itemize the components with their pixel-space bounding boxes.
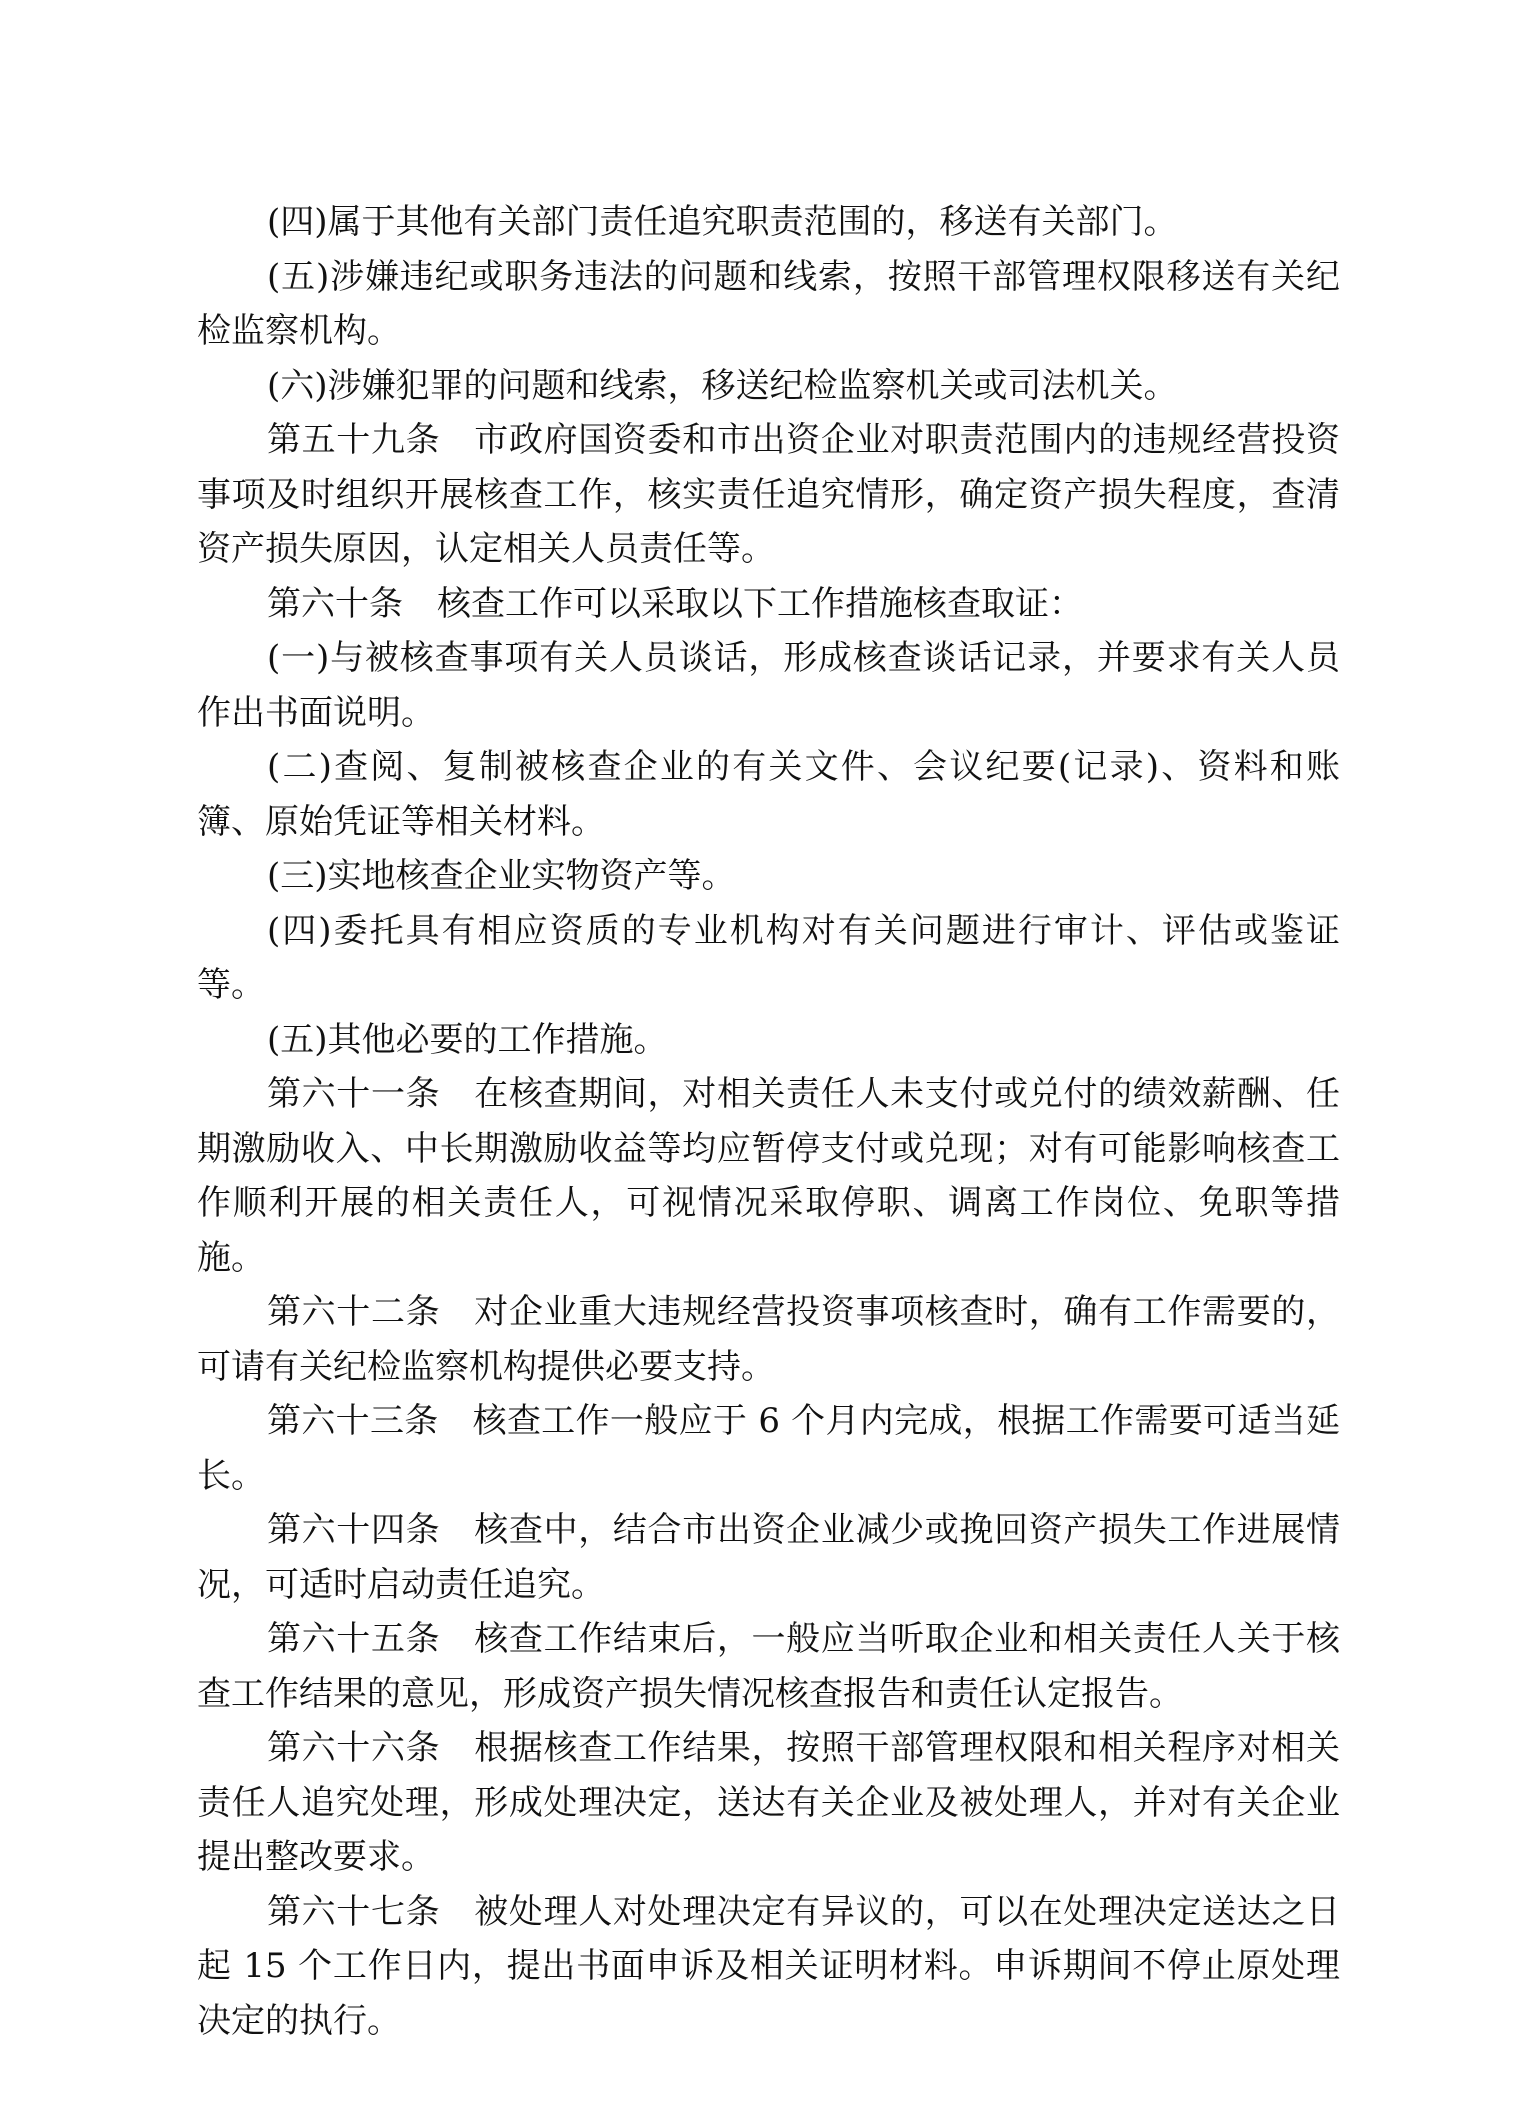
article-heading: 第六十一条 <box>267 1074 441 1114</box>
article-text: 被处理人对处理决定有异议的，可以在处理决定送达之日起 15 个工作日内，提出书面申诉及相关证明材料。申诉期间不停止原处理决定的执行。 <box>197 1891 1341 2041</box>
article-text: 对企业重大违规经营投资事项核查时，确有工作需要的，可请有关纪检监察机构提供必要支持。 <box>197 1292 1341 1387</box>
article-text: 核查中，结合市出资企业减少或挽回资产损失工作进展情况，可适时启动责任追究。 <box>197 1510 1341 1605</box>
article-text: 核查工作可以采取以下工作措施核查取证： <box>437 583 1083 624</box>
document-body <box>197 195 1340 2048</box>
paragraph-item-4: (四)属于其他有关部门责任追究职责范围的，移送有关部门。 <box>267 202 1178 242</box>
article-text: 核查工作结束后，一般应当听取企业和相关责任人关于核查工作结果的意见，形成资产损失情况核查报告和责任认定报告。 <box>197 1619 1341 1714</box>
measure-item-5: (五)其他必要的工作措施。 <box>267 1019 668 1060</box>
measure-item-4: (四)委托具有相应资质的专业机构对有关问题进行审计、评估或鉴证等。 <box>197 910 1340 1005</box>
article-heading: 第六十七条 <box>267 1891 441 1932</box>
article-62 <box>197 1285 1340 1394</box>
article-heading: 第五十九条 <box>267 420 441 460</box>
article-heading: 第六十五条 <box>267 1619 441 1659</box>
article-59 <box>197 413 1340 577</box>
article-text: 核查工作一般应于 6 个月内完成，根据工作需要可适当延长。 <box>197 1401 1340 1496</box>
article-66 <box>197 1721 1340 1885</box>
article-60 <box>197 577 1340 632</box>
article-heading: 第六十三条 <box>267 1401 439 1441</box>
measure-item-1: (一)与被核查事项有关人员谈话，形成核查谈话记录，并要求有关人员作出书面说明。 <box>197 638 1340 733</box>
paragraph-item-5: (五)涉嫌违纪或职务违法的问题和线索，按照干部管理权限移送有关纪检监察机构。 <box>197 256 1340 351</box>
article-text: 市政府国资委和市出资企业对职责范围内的违规经营投资事项及时组织开展核查工作，核实责任追究情形，确定资产损失程度，查清资产损失原因，认定相关人员责任等。 <box>197 420 1341 569</box>
article-67 <box>197 1885 1340 2049</box>
article-text: 在核查期间，对相关责任人未支付或兑付的绩效薪酬、任期激励收入、中长期激励收益等均应暂停支付或兑现；对有可能影响核查工作顺利开展的相关责任人，可视情况采取停职、调离工作岗位、免职等措施。 <box>197 1074 1341 1278</box>
article-heading: 第六十六条 <box>267 1728 441 1768</box>
article-heading: 第六十条 <box>267 583 403 624</box>
article-63 <box>197 1394 1340 1503</box>
measure-item-3: (三)实地核查企业实物资产等。 <box>267 856 736 896</box>
article-61 <box>197 1067 1340 1285</box>
article-64 <box>197 1503 1340 1612</box>
article-text: 根据核查工作结果，按照干部管理权限和相关程序对相关责任人追究处理，形成处理决定，送达有关企业及被处理人，并对有关企业提出整改要求。 <box>197 1728 1341 1877</box>
measure-item-2: (二)查阅、复制被核查企业的有关文件、会议纪要(记录)、资料和账簿、原始凭证等相关材料。 <box>197 747 1340 842</box>
article-heading: 第六十四条 <box>267 1510 441 1550</box>
paragraph-item-6: (六)涉嫌犯罪的问题和线索，移送纪检监察机关或司法机关。 <box>267 365 1178 406</box>
article-65 <box>197 1612 1340 1721</box>
article-heading: 第六十二条 <box>267 1292 441 1332</box>
